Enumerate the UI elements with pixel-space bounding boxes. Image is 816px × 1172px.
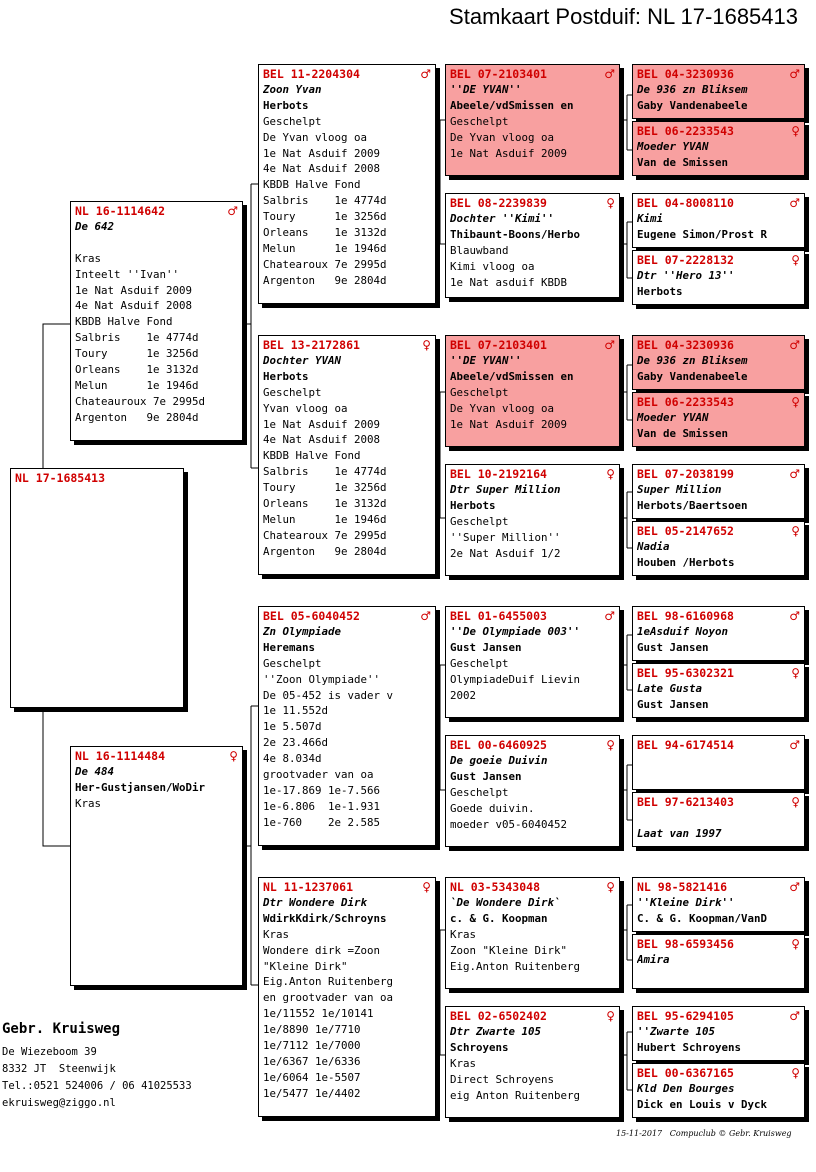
card-header bbox=[637, 879, 800, 895]
card-header bbox=[450, 737, 615, 753]
pigeon-info-line: Geschelpt bbox=[450, 114, 509, 128]
pigeon-info-line: Toury 1e 3256d bbox=[263, 481, 387, 495]
ring-number: BEL 04-3230936 bbox=[637, 338, 734, 352]
pigeon-name: Kld Den Bourges bbox=[637, 1082, 735, 1095]
pigeon-name: Kimi bbox=[637, 212, 664, 225]
pigeon-info-line: 1e/8890 1e/7710 bbox=[263, 1023, 361, 1037]
pigeon-info-line: Toury 1e 3256d bbox=[75, 347, 199, 361]
female-symbol-icon: ♀ bbox=[606, 1009, 615, 1023]
ring-number: BEL 94-6174514 bbox=[637, 738, 734, 752]
pigeon-card-g7[interactable] bbox=[445, 877, 620, 989]
ring-number: BEL 08-2239839 bbox=[450, 196, 547, 210]
pigeon-info-line: Argenton 9e 2804d bbox=[263, 273, 387, 287]
ring-number: BEL 06-2233543 bbox=[637, 395, 734, 409]
male-symbol-icon: ♂ bbox=[789, 1009, 800, 1023]
ring-number: BEL 98-6160968 bbox=[637, 609, 734, 623]
pigeon-name: ''Zwarte 105 bbox=[637, 1025, 716, 1038]
owner-address: De Wiezeboom 39 bbox=[2, 1046, 97, 1058]
card-header bbox=[637, 195, 800, 211]
ring-number: BEL 07-2103401 bbox=[450, 338, 547, 352]
pigeon-info-line: Geschelpt bbox=[450, 514, 509, 528]
owner-block bbox=[2, 1020, 192, 1112]
pigeon-info-line: 1e/7112 1e/7000 bbox=[263, 1039, 361, 1053]
ring-number: NL 98-5821416 bbox=[637, 880, 728, 894]
pigeon-card-g2[interactable] bbox=[445, 193, 620, 298]
pigeon-info-line: Direct Schroyens bbox=[450, 1072, 555, 1086]
pigeon-info-line: KBDB Halve Fond bbox=[75, 315, 173, 329]
pigeon-card-g6[interactable] bbox=[445, 735, 620, 847]
pigeon-info-line: 1e Nat Asduif 2009 bbox=[263, 417, 381, 431]
ring-number: BEL 13-2172861 bbox=[263, 338, 360, 352]
pigeon-info-line: 1e Nat asduif KBDB bbox=[450, 275, 568, 289]
pigeon-info-line: Abeele/vdSmissen en bbox=[450, 98, 574, 112]
pigeon-card-h15[interactable] bbox=[632, 1006, 805, 1061]
ring-number: BEL 98-6593456 bbox=[637, 937, 734, 951]
pigeon-card-fm[interactable] bbox=[258, 335, 436, 575]
pigeon-name: Moeder YVAN bbox=[637, 411, 709, 424]
pigeon-name: `De Wondere Dirk` bbox=[450, 896, 561, 909]
female-symbol-icon: ♀ bbox=[606, 196, 615, 210]
pigeon-card-h13[interactable] bbox=[632, 877, 805, 932]
pigeon-info-line: De Yvan vloog oa bbox=[263, 130, 368, 144]
male-symbol-icon: ♂ bbox=[789, 738, 800, 752]
pigeon-info-line: Kimi vloog oa bbox=[450, 259, 535, 273]
female-symbol-icon: ♀ bbox=[791, 524, 800, 538]
pigeon-info-line: Herbots bbox=[637, 284, 683, 298]
ring-number: NL 16-1114642 bbox=[75, 204, 166, 218]
pigeon-info-line: Argenton 9e 2804d bbox=[263, 544, 387, 558]
pigeon-name: Zn Olympiade bbox=[263, 625, 342, 638]
card-header bbox=[75, 203, 238, 219]
pigeon-info-line: Yvan vloog oa bbox=[263, 401, 348, 415]
pigeon-name: Amira bbox=[637, 953, 670, 966]
card-header bbox=[637, 1065, 800, 1081]
card-header bbox=[637, 66, 800, 82]
pigeon-card-g8[interactable] bbox=[445, 1006, 620, 1118]
pigeon-info-line: Geschelpt bbox=[263, 656, 322, 670]
pigeon-info-line: 1e/5477 1e/4402 bbox=[263, 1086, 361, 1100]
pigeon-info-line: Gust Jansen bbox=[450, 640, 522, 654]
pigeon-info-line: 1e Nat Asduif 2009 bbox=[450, 146, 568, 160]
ring-number: BEL 00-6367165 bbox=[637, 1066, 734, 1080]
ring-number: NL 03-5343048 bbox=[450, 880, 541, 894]
pigeon-card-mother[interactable] bbox=[70, 746, 243, 986]
card-header bbox=[637, 337, 800, 353]
ring-number: NL 16-1114484 bbox=[75, 749, 166, 763]
pigeon-name: ''Kleine Dirk'' bbox=[637, 896, 735, 909]
pigeon-info-line: Eig.Anton Ruitenberg bbox=[263, 975, 394, 989]
footer-credit: 15-11-2017 Compuclub © Gebr. Kruisweg bbox=[616, 1129, 792, 1138]
owner-city: 8332 JT Steenwijk bbox=[2, 1063, 116, 1075]
male-symbol-icon: ♂ bbox=[789, 67, 800, 81]
card-header bbox=[263, 66, 431, 82]
pigeon-name: 1eAsduif Noyon bbox=[637, 625, 729, 638]
card-header bbox=[15, 470, 179, 486]
pigeon-info-line: OlympiadeDuif Lievin bbox=[450, 672, 581, 686]
female-symbol-icon: ♀ bbox=[791, 795, 800, 809]
pigeon-info-line: Gaby Vandenabeele bbox=[637, 369, 748, 383]
pigeon-info-line: Eig.Anton Ruitenberg bbox=[450, 959, 581, 973]
pigeon-info-line: Herbots bbox=[263, 369, 309, 383]
pigeon-info-line: Wondere dirk =Zoon bbox=[263, 943, 381, 957]
pigeon-info-line: 1e-17.869 1e-7.566 bbox=[263, 783, 381, 797]
card-header bbox=[637, 123, 800, 139]
pigeon-info-line: "Kleine Dirk" bbox=[263, 959, 348, 973]
pigeon-name: De goeie Duivin bbox=[450, 754, 548, 767]
pigeon-card-g4[interactable] bbox=[445, 464, 620, 576]
pigeon-card-g5[interactable] bbox=[445, 606, 620, 718]
male-symbol-icon: ♂ bbox=[789, 609, 800, 623]
pigeon-info-line: 1e/6367 1e/6336 bbox=[263, 1054, 361, 1068]
pigeon-info-line: Gust Jansen bbox=[450, 769, 522, 783]
card-header bbox=[450, 879, 615, 895]
ring-number: BEL 10-2192164 bbox=[450, 467, 547, 481]
pigeon-card-h6[interactable] bbox=[632, 392, 805, 447]
pigeon-card-father[interactable] bbox=[70, 201, 243, 441]
pigeon-info-line: Geschelpt bbox=[263, 385, 322, 399]
ring-number: BEL 05-6040452 bbox=[263, 609, 360, 623]
pigeon-info-line: 2e 23.466d bbox=[263, 736, 329, 750]
card-header bbox=[263, 879, 431, 895]
female-symbol-icon: ♀ bbox=[422, 338, 431, 352]
pigeon-info-line: c. & G. Koopman bbox=[450, 911, 548, 925]
card-header bbox=[637, 252, 800, 268]
pigeon-name: Late Gusta bbox=[637, 682, 703, 695]
pigeon-card-ff[interactable] bbox=[258, 64, 436, 304]
pigeon-info-line: 1e Nat Asduif 2009 bbox=[450, 417, 568, 431]
pigeon-info-line: Kras bbox=[450, 927, 477, 941]
female-symbol-icon: ♀ bbox=[229, 749, 238, 763]
pigeon-card-g3[interactable] bbox=[445, 335, 620, 447]
pigeon-info-line: Melun 1e 1946d bbox=[263, 512, 387, 526]
pigeon-name: De 936 zn Bliksem bbox=[637, 354, 748, 367]
male-symbol-icon: ♂ bbox=[604, 338, 615, 352]
male-symbol-icon: ♂ bbox=[227, 204, 238, 218]
card-header bbox=[450, 66, 615, 82]
pigeon-info-line: Kras bbox=[263, 927, 290, 941]
pigeon-card-h4[interactable] bbox=[632, 250, 805, 305]
pigeon-info-line: Schroyens bbox=[450, 1040, 509, 1054]
pigeon-card-h10[interactable] bbox=[632, 663, 805, 718]
pigeon-info-line: Van de Smissen bbox=[637, 426, 729, 440]
pigeon-card-mf[interactable] bbox=[258, 606, 436, 846]
ring-number: BEL 05-2147652 bbox=[637, 524, 734, 538]
pigeon-info-line: Zoon "Kleine Dirk" bbox=[450, 943, 568, 957]
pigeon-name: De 484 bbox=[75, 765, 115, 778]
female-symbol-icon: ♀ bbox=[606, 467, 615, 481]
pigeon-info-line: Gaby Vandenabeele bbox=[637, 98, 748, 112]
pigeon-info-line: Herbots bbox=[263, 98, 309, 112]
ring-number: BEL 02-6502402 bbox=[450, 1009, 547, 1023]
pigeon-info-line: Geschelpt bbox=[263, 114, 322, 128]
ring-number: BEL 11-2204304 bbox=[263, 67, 360, 81]
pigeon-info-line: Melun 1e 1946d bbox=[263, 241, 387, 255]
ring-number: BEL 04-3230936 bbox=[637, 67, 734, 81]
ring-number: BEL 07-2038199 bbox=[637, 467, 734, 481]
pigeon-info-line: Her-Gustjansen/WoDir bbox=[75, 780, 206, 794]
pigeon-info-line: ''Zoon Olympiade'' bbox=[263, 672, 381, 686]
pigeon-card-h12[interactable] bbox=[632, 792, 805, 847]
pigeon-info-line: De 05-452 is vader v bbox=[263, 688, 394, 702]
pigeon-card-h7[interactable] bbox=[632, 464, 805, 519]
female-symbol-icon: ♀ bbox=[606, 880, 615, 894]
ring-number: BEL 06-2233543 bbox=[637, 124, 734, 138]
ring-number: BEL 01-6455003 bbox=[450, 609, 547, 623]
ring-number: BEL 04-8008110 bbox=[637, 196, 734, 210]
pigeon-info-line: Herbots/Baertsoen bbox=[637, 498, 748, 512]
pigeon-info-line: 4e 8.034d bbox=[263, 752, 322, 766]
pigeon-info-line: Toury 1e 3256d bbox=[263, 210, 387, 224]
pigeon-info-line: Gust Jansen bbox=[637, 640, 709, 654]
pigeon-info-line: grootvader van oa bbox=[263, 768, 374, 782]
pigeon-name: De 936 zn Bliksem bbox=[637, 83, 748, 96]
pigeon-info-line: Gust Jansen bbox=[637, 697, 709, 711]
pigeon-info-line: Heremans bbox=[263, 640, 316, 654]
pigeon-info-line: WdirkKdirk/Schroyns bbox=[263, 911, 387, 925]
pigeon-card-h8[interactable] bbox=[632, 521, 805, 576]
female-symbol-icon: ♀ bbox=[791, 666, 800, 680]
pigeon-info-line: 1e 11.552d bbox=[263, 704, 329, 718]
pigeon-card-h5[interactable] bbox=[632, 335, 805, 390]
card-header bbox=[450, 608, 615, 624]
pigeon-name: Dtr Wondere Dirk bbox=[263, 896, 368, 909]
pigeon-name: Dtr ''Hero 13'' bbox=[637, 269, 735, 282]
card-header bbox=[450, 337, 615, 353]
pigeon-info-line: C. & G. Koopman/VanD bbox=[637, 911, 768, 925]
female-symbol-icon: ♀ bbox=[791, 395, 800, 409]
pigeon-card-h16[interactable] bbox=[632, 1063, 805, 1118]
pigeon-name: Super Million bbox=[637, 483, 722, 496]
pigeon-info-line: Orleans 1e 3132d bbox=[263, 497, 387, 511]
pigeon-card-h11[interactable] bbox=[632, 735, 805, 790]
pigeon-name bbox=[637, 810, 800, 826]
pigeon-info-line: 4e Nat Asduif 2008 bbox=[263, 433, 381, 447]
ring-number: NL 17-1685413 bbox=[15, 471, 106, 485]
owner-phone: Tel.:0521 524006 / 06 41025533 bbox=[2, 1080, 192, 1092]
male-symbol-icon: ♂ bbox=[604, 67, 615, 81]
pigeon-card-h14[interactable] bbox=[632, 934, 805, 989]
pigeon-info-line: Hubert Schroyens bbox=[637, 1040, 742, 1054]
ring-number: BEL 97-6213403 bbox=[637, 795, 734, 809]
pigeon-card-subject[interactable] bbox=[10, 468, 184, 708]
pigeon-info-line: 2002 bbox=[450, 688, 477, 702]
male-symbol-icon: ♂ bbox=[604, 609, 615, 623]
female-symbol-icon: ♀ bbox=[606, 738, 615, 752]
pigeon-info-line: Eugene Simon/Prost R bbox=[637, 227, 768, 241]
ring-number: NL 11-1237061 bbox=[263, 880, 354, 894]
card-header bbox=[450, 466, 615, 482]
pigeon-info-line: Kras bbox=[75, 251, 102, 265]
pigeon-info-line: Salbris 1e 4774d bbox=[263, 465, 387, 479]
pigeon-info-line: De Yvan vloog oa bbox=[450, 130, 555, 144]
pigeon-info-line: Geschelpt bbox=[450, 656, 509, 670]
ring-number: BEL 95-6294105 bbox=[637, 1009, 734, 1023]
pigeon-info-line: Geschelpt bbox=[450, 785, 509, 799]
pigeon-info-line: Chatearoux 7e 2995d bbox=[263, 257, 387, 271]
pigeon-info-line: moeder v05-6040452 bbox=[450, 817, 568, 831]
card-header bbox=[75, 748, 238, 764]
pigeon-card-mm[interactable] bbox=[258, 877, 436, 1117]
pigeon-name: Nadia bbox=[637, 540, 670, 553]
pigeon-info-line: De Yvan vloog oa bbox=[450, 401, 555, 415]
card-header bbox=[637, 394, 800, 410]
pigeon-info-line: 2e Nat Asduif 1/2 bbox=[450, 546, 561, 560]
pigeon-info-line: Goede duivin. bbox=[450, 801, 535, 815]
pigeon-info-line: 4e Nat Asduif 2008 bbox=[75, 299, 193, 313]
pigeon-name: Dochter YVAN bbox=[263, 354, 342, 367]
female-symbol-icon: ♀ bbox=[791, 124, 800, 138]
page-title: Stamkaart Postduif: NL 17-1685413 bbox=[449, 4, 798, 29]
owner-email[interactable]: ekruisweg@ziggo.nl bbox=[2, 1097, 116, 1109]
pigeon-info-line: Orleans 1e 3132d bbox=[75, 363, 199, 377]
card-header bbox=[637, 608, 800, 624]
card-header bbox=[637, 936, 800, 952]
pigeon-info-line: Orleans 1e 3132d bbox=[263, 226, 387, 240]
pigeon-info-line: Van de Smissen bbox=[637, 155, 729, 169]
pigeon-info-line: Kras bbox=[75, 796, 102, 810]
pigeon-name: De 642 bbox=[75, 220, 115, 233]
male-symbol-icon: ♂ bbox=[789, 880, 800, 894]
pigeon-info-line: KBDB Halve Fond bbox=[263, 178, 361, 192]
pigeon-info-line: Kras bbox=[450, 1056, 477, 1070]
pigeon-name: ''DE YVAN'' bbox=[450, 354, 522, 367]
female-symbol-icon: ♀ bbox=[422, 880, 431, 894]
pigeon-info-line: 1e Nat Asduif 2009 bbox=[75, 283, 193, 297]
card-header bbox=[637, 1008, 800, 1024]
pigeon-info-line: Laat van 1997 bbox=[637, 826, 722, 840]
female-symbol-icon: ♀ bbox=[791, 1066, 800, 1080]
male-symbol-icon: ♂ bbox=[420, 609, 431, 623]
female-symbol-icon: ♀ bbox=[791, 937, 800, 951]
ring-number: BEL 07-2103401 bbox=[450, 67, 547, 81]
card-header bbox=[637, 794, 800, 810]
pigeon-info-line: Houben /Herbots bbox=[637, 555, 735, 569]
pigeon-card-h1[interactable] bbox=[632, 64, 805, 119]
male-symbol-icon: ♂ bbox=[789, 467, 800, 481]
pigeon-info-line: Chatearoux 7e 2995d bbox=[263, 528, 387, 542]
pigeon-info-line: ''Super Million'' bbox=[450, 530, 561, 544]
pigeon-info-line: Inteelt ''Ivan'' bbox=[75, 267, 180, 281]
card-header bbox=[637, 466, 800, 482]
pigeon-info-line: Melun 1e 1946d bbox=[75, 378, 199, 392]
card-header bbox=[263, 337, 431, 353]
card-header bbox=[637, 737, 800, 753]
pigeon-info-line: Thibaunt-Boons/Herbo bbox=[450, 227, 581, 241]
card-header bbox=[450, 1008, 615, 1024]
ring-number: BEL 95-6302321 bbox=[637, 666, 734, 680]
male-symbol-icon: ♂ bbox=[789, 196, 800, 210]
pigeon-info-line bbox=[75, 235, 238, 251]
pigeon-info-line: eig Anton Ruitenberg bbox=[450, 1088, 581, 1102]
pigeon-info-line: Argenton 9e 2804d bbox=[75, 410, 199, 424]
pigeon-card-h9[interactable] bbox=[632, 606, 805, 661]
pigeon-info-line: Abeele/vdSmissen en bbox=[450, 369, 574, 383]
pigeon-info-line: Chateauroux 7e 2995d bbox=[75, 394, 206, 408]
pigeon-name: Zoon Yvan bbox=[263, 83, 322, 96]
pigeon-name: Dtr Super Million bbox=[450, 483, 561, 496]
pigeon-info-line: KBDB Halve Fond bbox=[263, 449, 361, 463]
pigeon-info-line: Blauwband bbox=[450, 243, 509, 257]
pigeon-info-line: 1e-760 2e 2.585 bbox=[263, 815, 381, 829]
pigeon-name: Dtr Zwarte 105 bbox=[450, 1025, 542, 1038]
owner-name: Gebr. Kruisweg bbox=[2, 1021, 121, 1037]
pigeon-info-line: 1e/11552 1e/10141 bbox=[263, 1007, 374, 1021]
pigeon-info-line: 1e-6.806 1e-1.931 bbox=[263, 799, 381, 813]
male-symbol-icon: ♂ bbox=[789, 338, 800, 352]
pigeon-info-line: Dick en Louis v Dyck bbox=[637, 1097, 768, 1111]
pigeon-info-line: Herbots bbox=[450, 498, 496, 512]
pigeon-info-line: en grootvader van oa bbox=[263, 991, 394, 1005]
card-header bbox=[637, 665, 800, 681]
pigeon-info-line: 1e/6064 1e-5507 bbox=[263, 1070, 361, 1084]
pigeon-info-line: 1e 5.507d bbox=[263, 720, 322, 734]
pigeon-name: Dochter ''Kimi'' bbox=[450, 212, 555, 225]
card-header bbox=[450, 195, 615, 211]
pigeon-name: ''DE YVAN'' bbox=[450, 83, 522, 96]
pigeon-info-line: Salbris 1e 4774d bbox=[75, 331, 199, 345]
pigeon-info-line: 1e Nat Asduif 2009 bbox=[263, 146, 381, 160]
male-symbol-icon: ♂ bbox=[420, 67, 431, 81]
pigeon-card-h3[interactable] bbox=[632, 193, 805, 248]
pigeon-info-line: 4e Nat Asduif 2008 bbox=[263, 162, 381, 176]
ring-number: BEL 00-6460925 bbox=[450, 738, 547, 752]
pigeon-name: Moeder YVAN bbox=[637, 140, 709, 153]
pigeon-name: ''De Olympiade 003'' bbox=[450, 625, 581, 638]
pigeon-card-g1[interactable] bbox=[445, 64, 620, 176]
card-header bbox=[263, 608, 431, 624]
ring-number: BEL 07-2228132 bbox=[637, 253, 734, 267]
pigeon-info-line: Geschelpt bbox=[450, 385, 509, 399]
female-symbol-icon: ♀ bbox=[791, 253, 800, 267]
card-header bbox=[637, 523, 800, 539]
pigeon-card-h2[interactable] bbox=[632, 121, 805, 176]
pigeon-info-line: Salbris 1e 4774d bbox=[263, 194, 387, 208]
